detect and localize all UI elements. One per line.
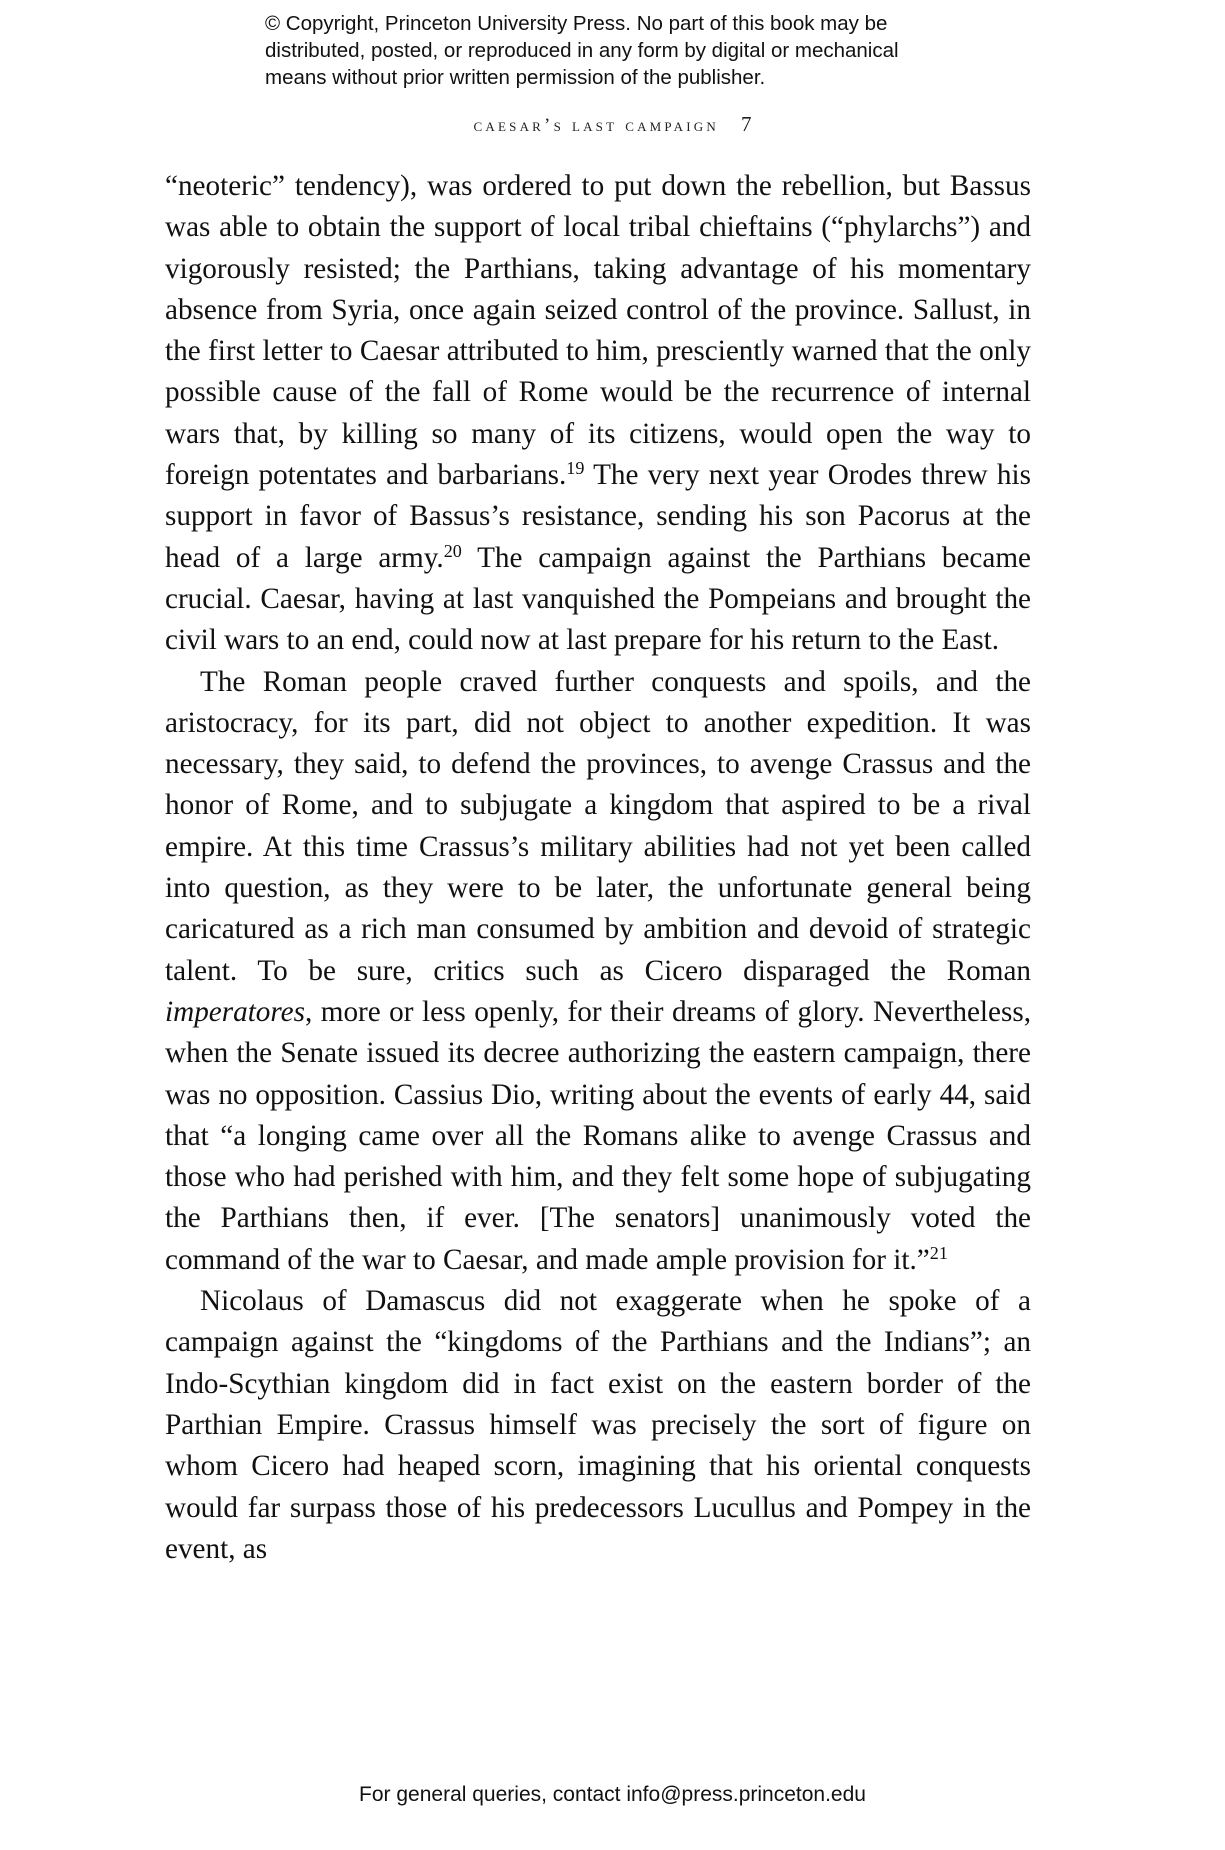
text-run: The campaign against the Parthians became crucial. Caesar, having at last vanquished the Pompeians and brought the civil wars to an end, could now at last prepare for his return to the East. [165,541,1031,657]
footnote-ref-19[interactable]: 19 [566,458,585,479]
text-run: , more or less openly, for their dreams of glory. Nevertheless, when the Senate issued its decree authorizing the eastern campaign, there was no opposition. Cassius Dio, writing about the events of early 44, said that “a longing came over all the Romans alike to avenge Crassus and those who had perished with him, and they felt some hope of subjugating the Parthians then, if ever. [The senators] unanimously voted the command of the war to Caesar, and made ample provision for it.” [165,995,1031,1276]
body-text [165,166,1031,1570]
paragraph [165,1281,1031,1570]
copyright-line: © Copyright, Princeton University Press. No part of this book may be [265,12,888,35]
text-run: Nicolaus of Damascus did not exaggerate when he spoke of a campaign against the “kingdoms of the Parthians and the Indians”; an Indo-Scythian kingdom did in fact exist on the eastern border of the Parthian Empire. Crassus himself was precisely the sort of figure on whom Cicero had heaped scorn, imagining that his oriental conquests would far surpass those of his predecessors Lucullus and Pompey in the event, as [165,1285,1031,1565]
running-head [0,112,1225,137]
running-head-title: caesar’s last campaign [473,115,719,136]
text-run: The Roman people craved further conquests and spoils, and the aristocracy, for its part, did not object to another expedition. It was necessary, they said, to defend the provinces, to avenge Crassus and the honor of Rome, and to subjugate a kingdom that aspired to be a rival empire. At this time Crassus’s military abilities had not yet been called into question, as they were to be later, the unfortunate general being caricatured as a rich man consumed by ambition and devoid of strategic talent. To be sure, critics such as Cicero disparaged the Roman [165,665,1031,987]
copyright-line: distributed, posted, or reproduced in any form by digital or mechanical [265,39,899,62]
footer-contact: For general queries, contact info@press.princeton.edu [359,1783,866,1806]
page-number: 7 [740,112,752,136]
text-run: “neoteric” tendency), was ordered to put down the rebellion, but Bassus was able to obtain the support of local tribal chieftains (“phylarchs”) and vigorously resisted; the Parthians, taking advantage of his momentary absence from Syria, once again seized control of the province. Sallust, in the first letter to Caesar attributed to him, presciently warned that the only possible cause of the fall of Rome would be the recurrence of internal wars that, by killing so many of its citizens, would open the way to foreign potentates and barbarians. [165,170,1031,492]
copyright-line: means without prior written permission of the publisher. [265,66,766,89]
footnote-ref-21[interactable]: 21 [929,1242,948,1263]
paragraph [165,166,1031,662]
footnote-ref-20[interactable]: 20 [443,540,462,561]
italic-term: imperatores [165,995,305,1028]
paragraph [165,662,1031,1281]
text-run: The very next year Orodes threw his support in favor of Bassus’s resistance, sending his son Pacorus at the head of a large army. [165,459,1031,574]
copyright-notice [265,10,1025,91]
